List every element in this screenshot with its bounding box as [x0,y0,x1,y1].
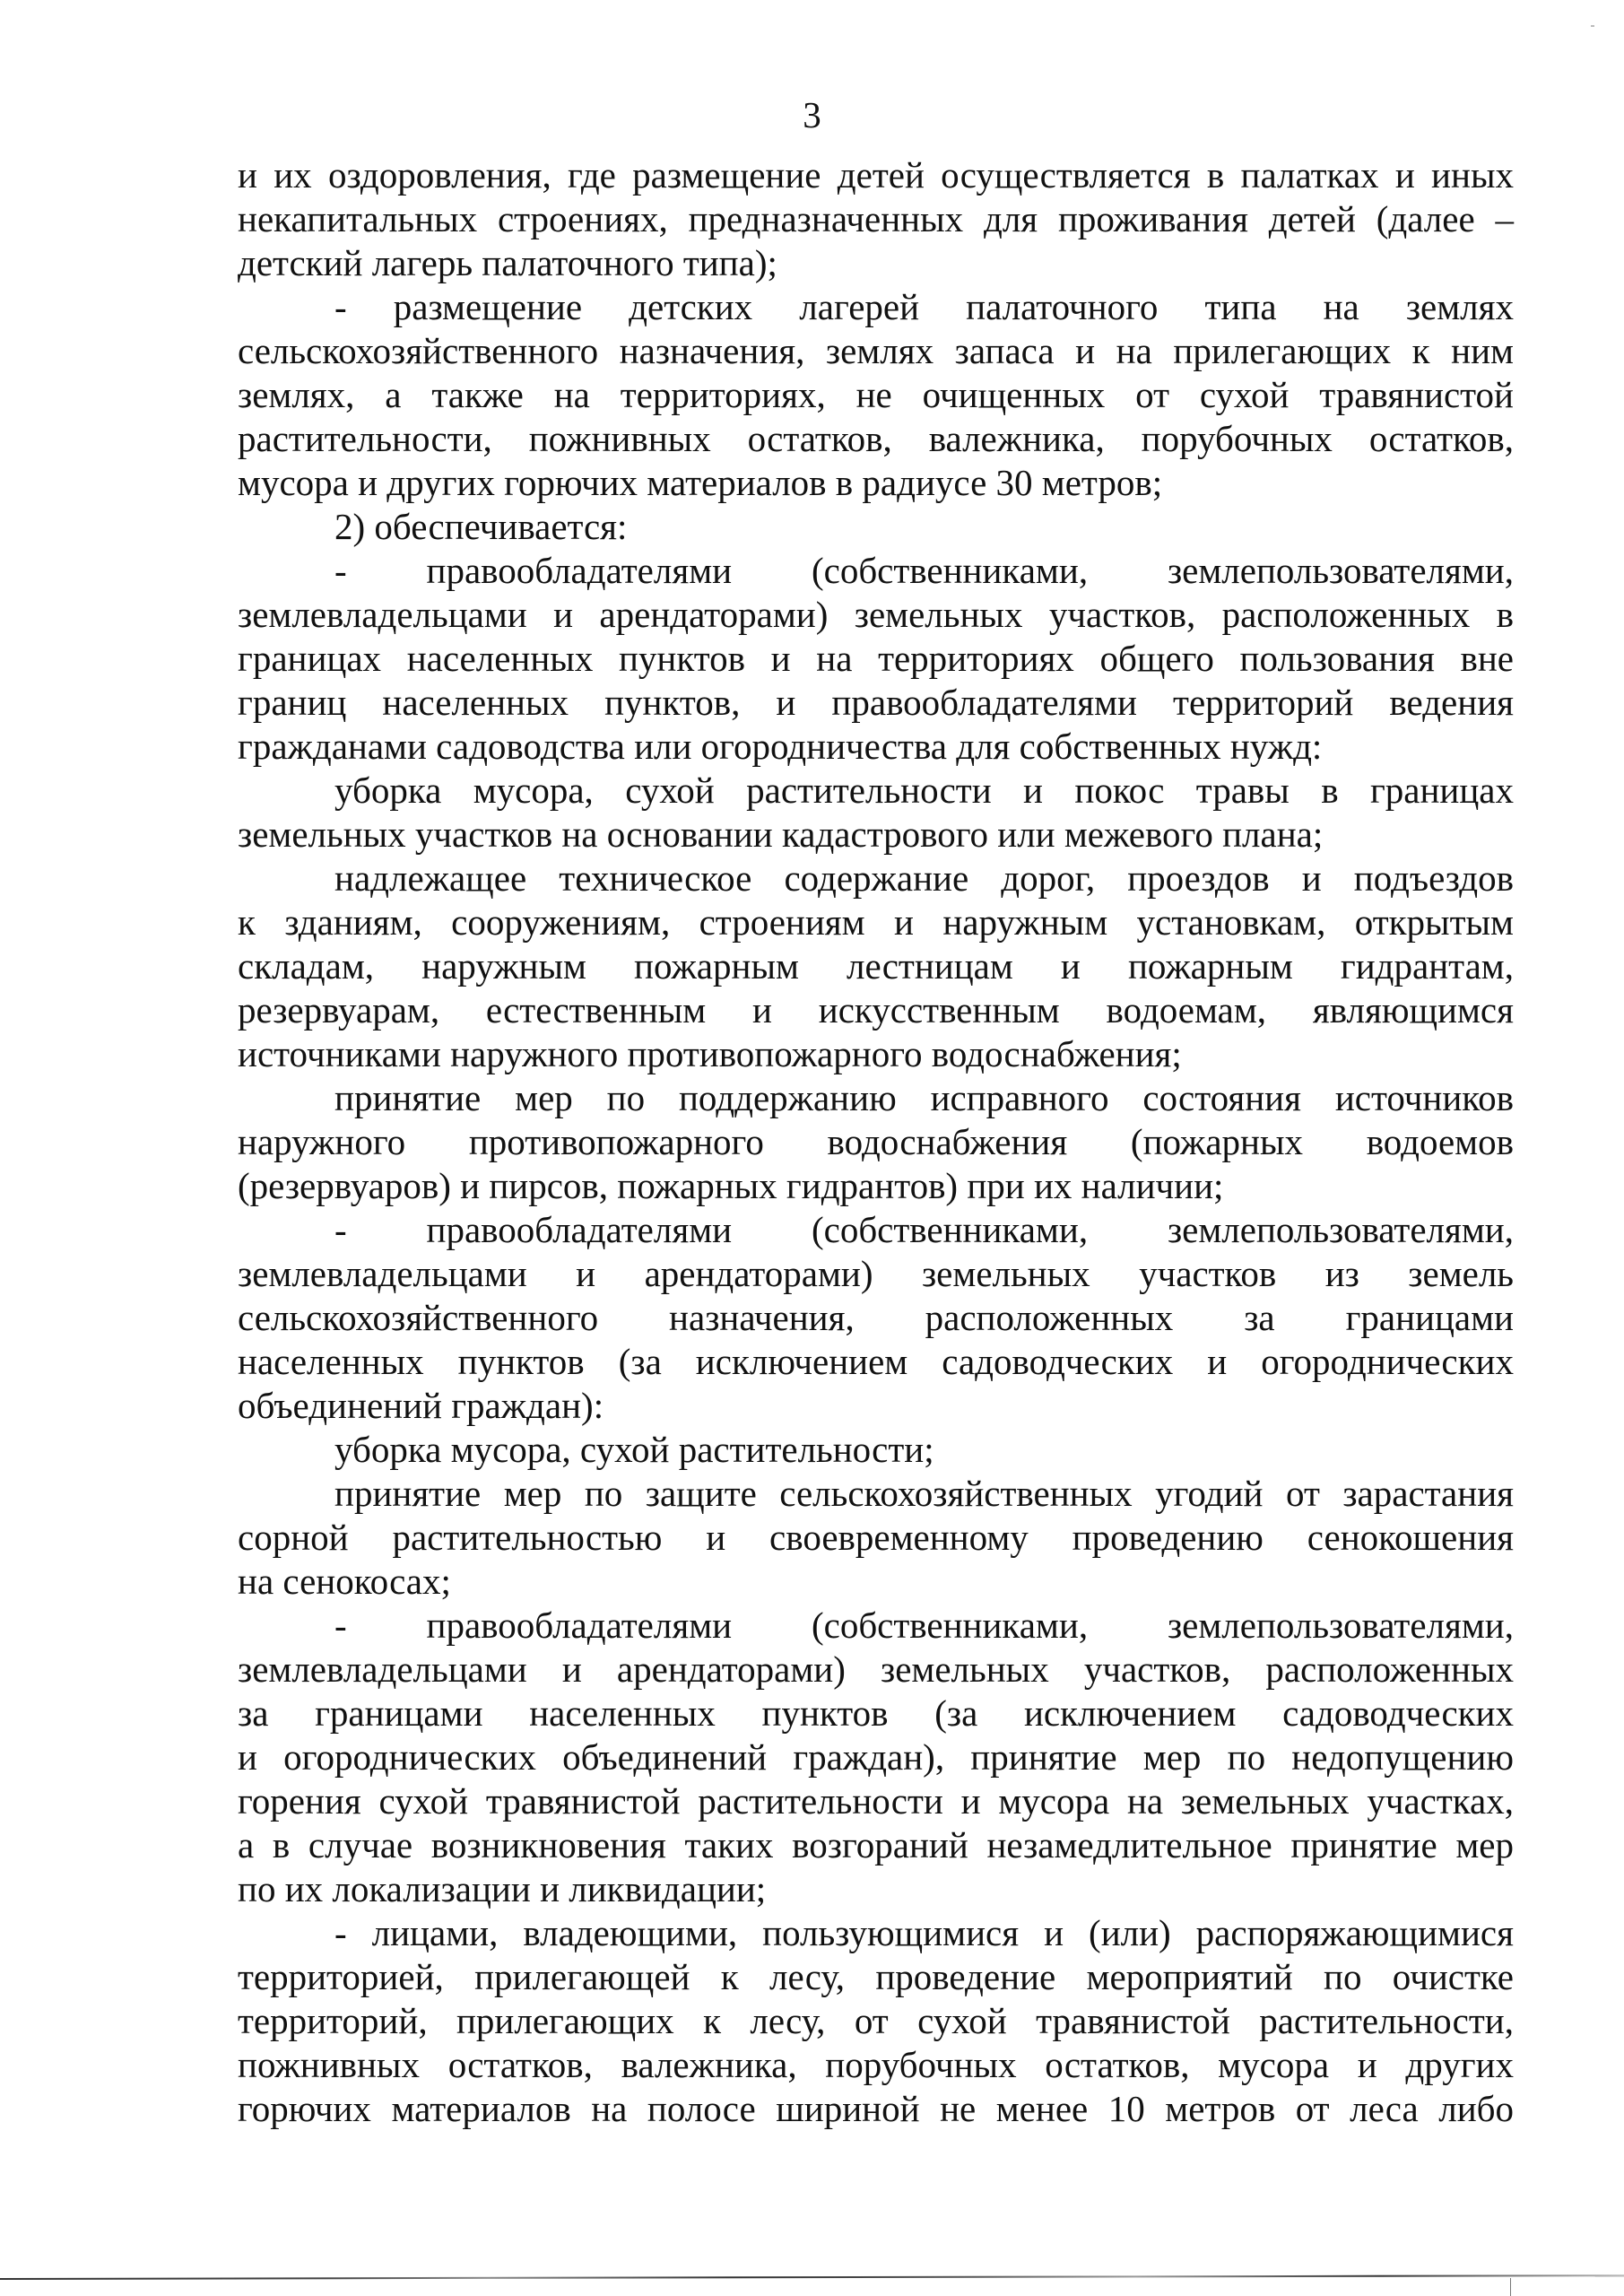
text-line: уборка мусора, сухой растительности и покос травы в границах [334,770,1514,811]
text-line: к зданиям, сооружениям, строениям и наружным установкам, открытым [238,901,1514,943]
text-line: землевладельцами и арендаторами) земельных участков, расположенных в [238,594,1514,635]
text-line: принятие мер по защите сельскохозяйственных угодий от зарастания [334,1473,1514,1514]
text-line: на сенокосах; [238,1561,451,1602]
text-line: и огороднических объединений граждан), принятие мер по недопущению [238,1736,1514,1778]
text-line: границах населенных пунктов и на территориях общего пользования вне [238,638,1514,679]
text-line: территорией, прилегающей к лесу, проведение мероприятий по очистке [238,1956,1514,1997]
text-line: некапитальных строениях, предназначенных для проживания детей (далее – [238,198,1514,239]
page-number: 3 [803,94,821,135]
text-line: пожнивных остатков, валежника, порубочных остатков, мусора и других [238,2044,1514,2085]
text-line: сельскохозяйственного назначения, землях запаса и на прилегающих к ним [238,330,1514,371]
document-body [238,153,1514,2131]
text-line: сельскохозяйственного назначения, расположенных за границами [238,1297,1514,1338]
text-line: а в случае возникновения таких возгораний незамедлительное принятие мер [238,1824,1514,1866]
text-line: растительности, пожнивных остатков, валежника, порубочных остатков, [238,418,1514,459]
text-line: за границами населенных пунктов (за исключением садоводческих [238,1692,1514,1734]
scan-artifact-stub [1510,2278,1511,2296]
text-line: гражданами садоводства или огородничества для собственных нужд: [238,726,1323,767]
text-line: горючих материалов на полосе шириной не менее 10 метров от леса либо [238,2088,1514,2129]
text-line: земельных участков на основании кадастрового или межевого плана; [238,813,1324,855]
scan-artifact-speck [1591,25,1594,27]
scan-artifact-bottom-line [0,2274,1624,2280]
text-line: принятие мер по поддержанию исправного состояния источников [334,1077,1514,1118]
text-line: землевладельцами и арендаторами) земельных участков из земель [238,1253,1514,1294]
text-line: по их локализации и ликвидации; [238,1868,767,1909]
text-line: и их оздоровления, где размещение детей осуществляется в палатках и иных [238,154,1514,196]
text-line: уборка мусора, сухой растительности; [334,1429,934,1470]
text-line: населенных пунктов (за исключением садоводческих и огороднических [238,1341,1514,1382]
text-line: мусора и других горючих материалов в радиусе 30 метров; [238,462,1163,503]
text-line: землевладельцами и арендаторами) земельных участков, расположенных [238,1648,1514,1690]
text-line: границ населенных пунктов, и правообладателями территорий ведения [238,682,1514,723]
text-line: источниками наружного противопожарного водоснабжения; [238,1033,1182,1074]
text-line: (резервуаров) и пирсов, пожарных гидрантов) при их наличии; [238,1165,1224,1206]
text-line: - лицами, владеющими, пользующимися и (или) распоряжающимися [334,1912,1514,1953]
text-line: наружного противопожарного водоснабжения (пожарных водоемов [238,1121,1514,1162]
text-line: землях, а также на территориях, не очищенных от сухой травянистой [238,374,1514,415]
text-line: складам, наружным пожарным лестницам и пожарным гидрантам, [238,945,1514,987]
text-line: сорной растительностью и своевременному проведению сенокошения [238,1517,1514,1558]
text-line: - правообладателями (собственниками, землепользователями, [334,550,1514,591]
text-line: - правообладателями (собственниками, землепользователями, [334,1605,1514,1646]
text-line: территорий, прилегающих к лесу, от сухой травянистой растительности, [238,2000,1514,2041]
text-line: горения сухой травянистой растительности и мусора на земельных участках, [238,1780,1514,1822]
text-line: - правообладателями (собственниками, землепользователями, [334,1209,1514,1250]
text-line: резервуарам, естественным и искусственным водоемам, являющимся [238,989,1514,1031]
text-line: детский лагерь палаточного типа); [238,242,777,283]
text-line: 2) обеспечивается: [334,506,628,547]
text-line: объединений граждан): [238,1385,604,1426]
text-line: надлежащее техническое содержание дорог, проездов и подъездов [334,857,1514,899]
text-line: - размещение детских лагерей палаточного типа на землях [334,286,1514,327]
